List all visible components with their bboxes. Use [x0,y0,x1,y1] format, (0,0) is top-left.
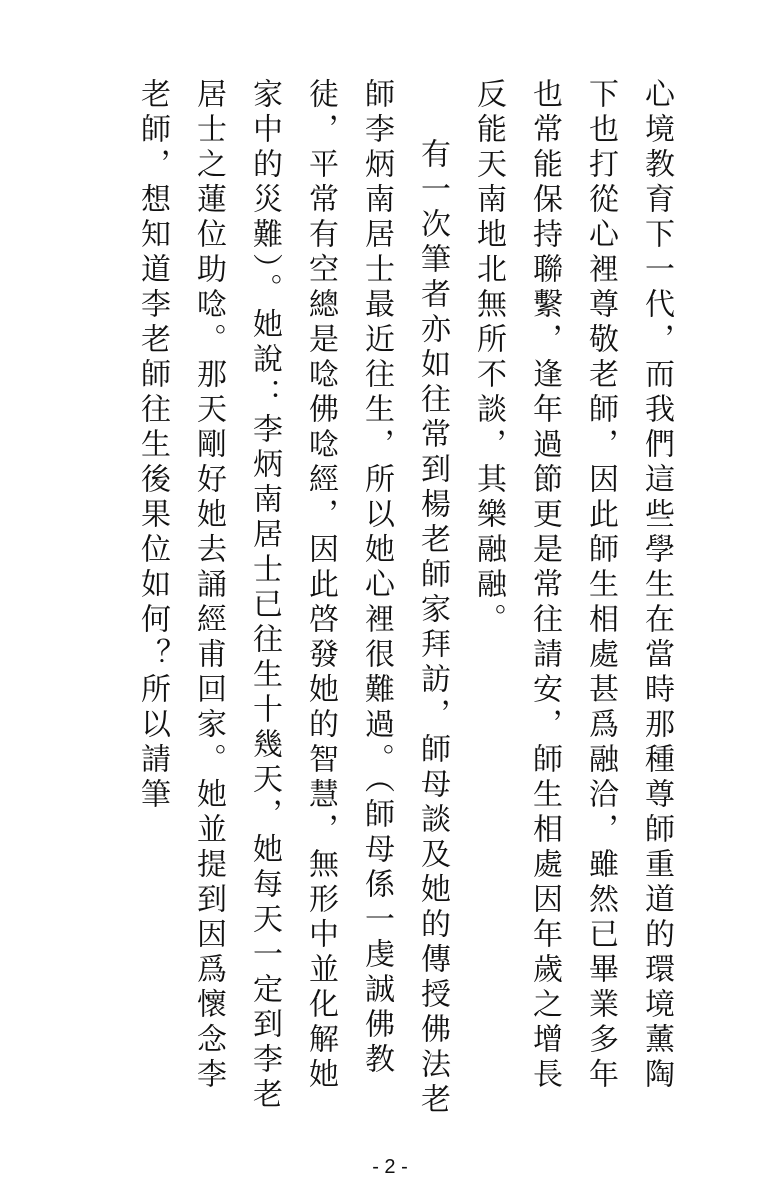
page-number: - 2 - [372,1156,408,1178]
paragraph-1: 心境教育下一代，而我們這些學生在當時那種尊師重道的環境薰陶下也打從心裡尊敬老師，因此師生相處甚爲融洽，雖然已畢業多年也常能保持聯繫，逢年過節更是常往請安，師生相處因年歲之增長反能天南地北無所不談，其樂融融。 [471,78,674,1093]
paragraph-2: 有一次筆者亦如往常到楊老師家拜訪，師母談及她的傳授佛法老師李炳南居士最近往生，所以她心裡很難過。（師母係一虔誠佛教徒，平常有空總是唸佛唸經，因此啓發她的智慧，無形中並化解她家中的災難）。她說：李炳南居士已往生十幾天，她每天一定到李老居士之蓮位助唸。那天剛好她去誦經甫回家。她並提到因爲懷念李老師，想知道李老師往生後果位如何？所以請筆 [135,78,450,1118]
vertical-text-body [124,78,684,1118]
